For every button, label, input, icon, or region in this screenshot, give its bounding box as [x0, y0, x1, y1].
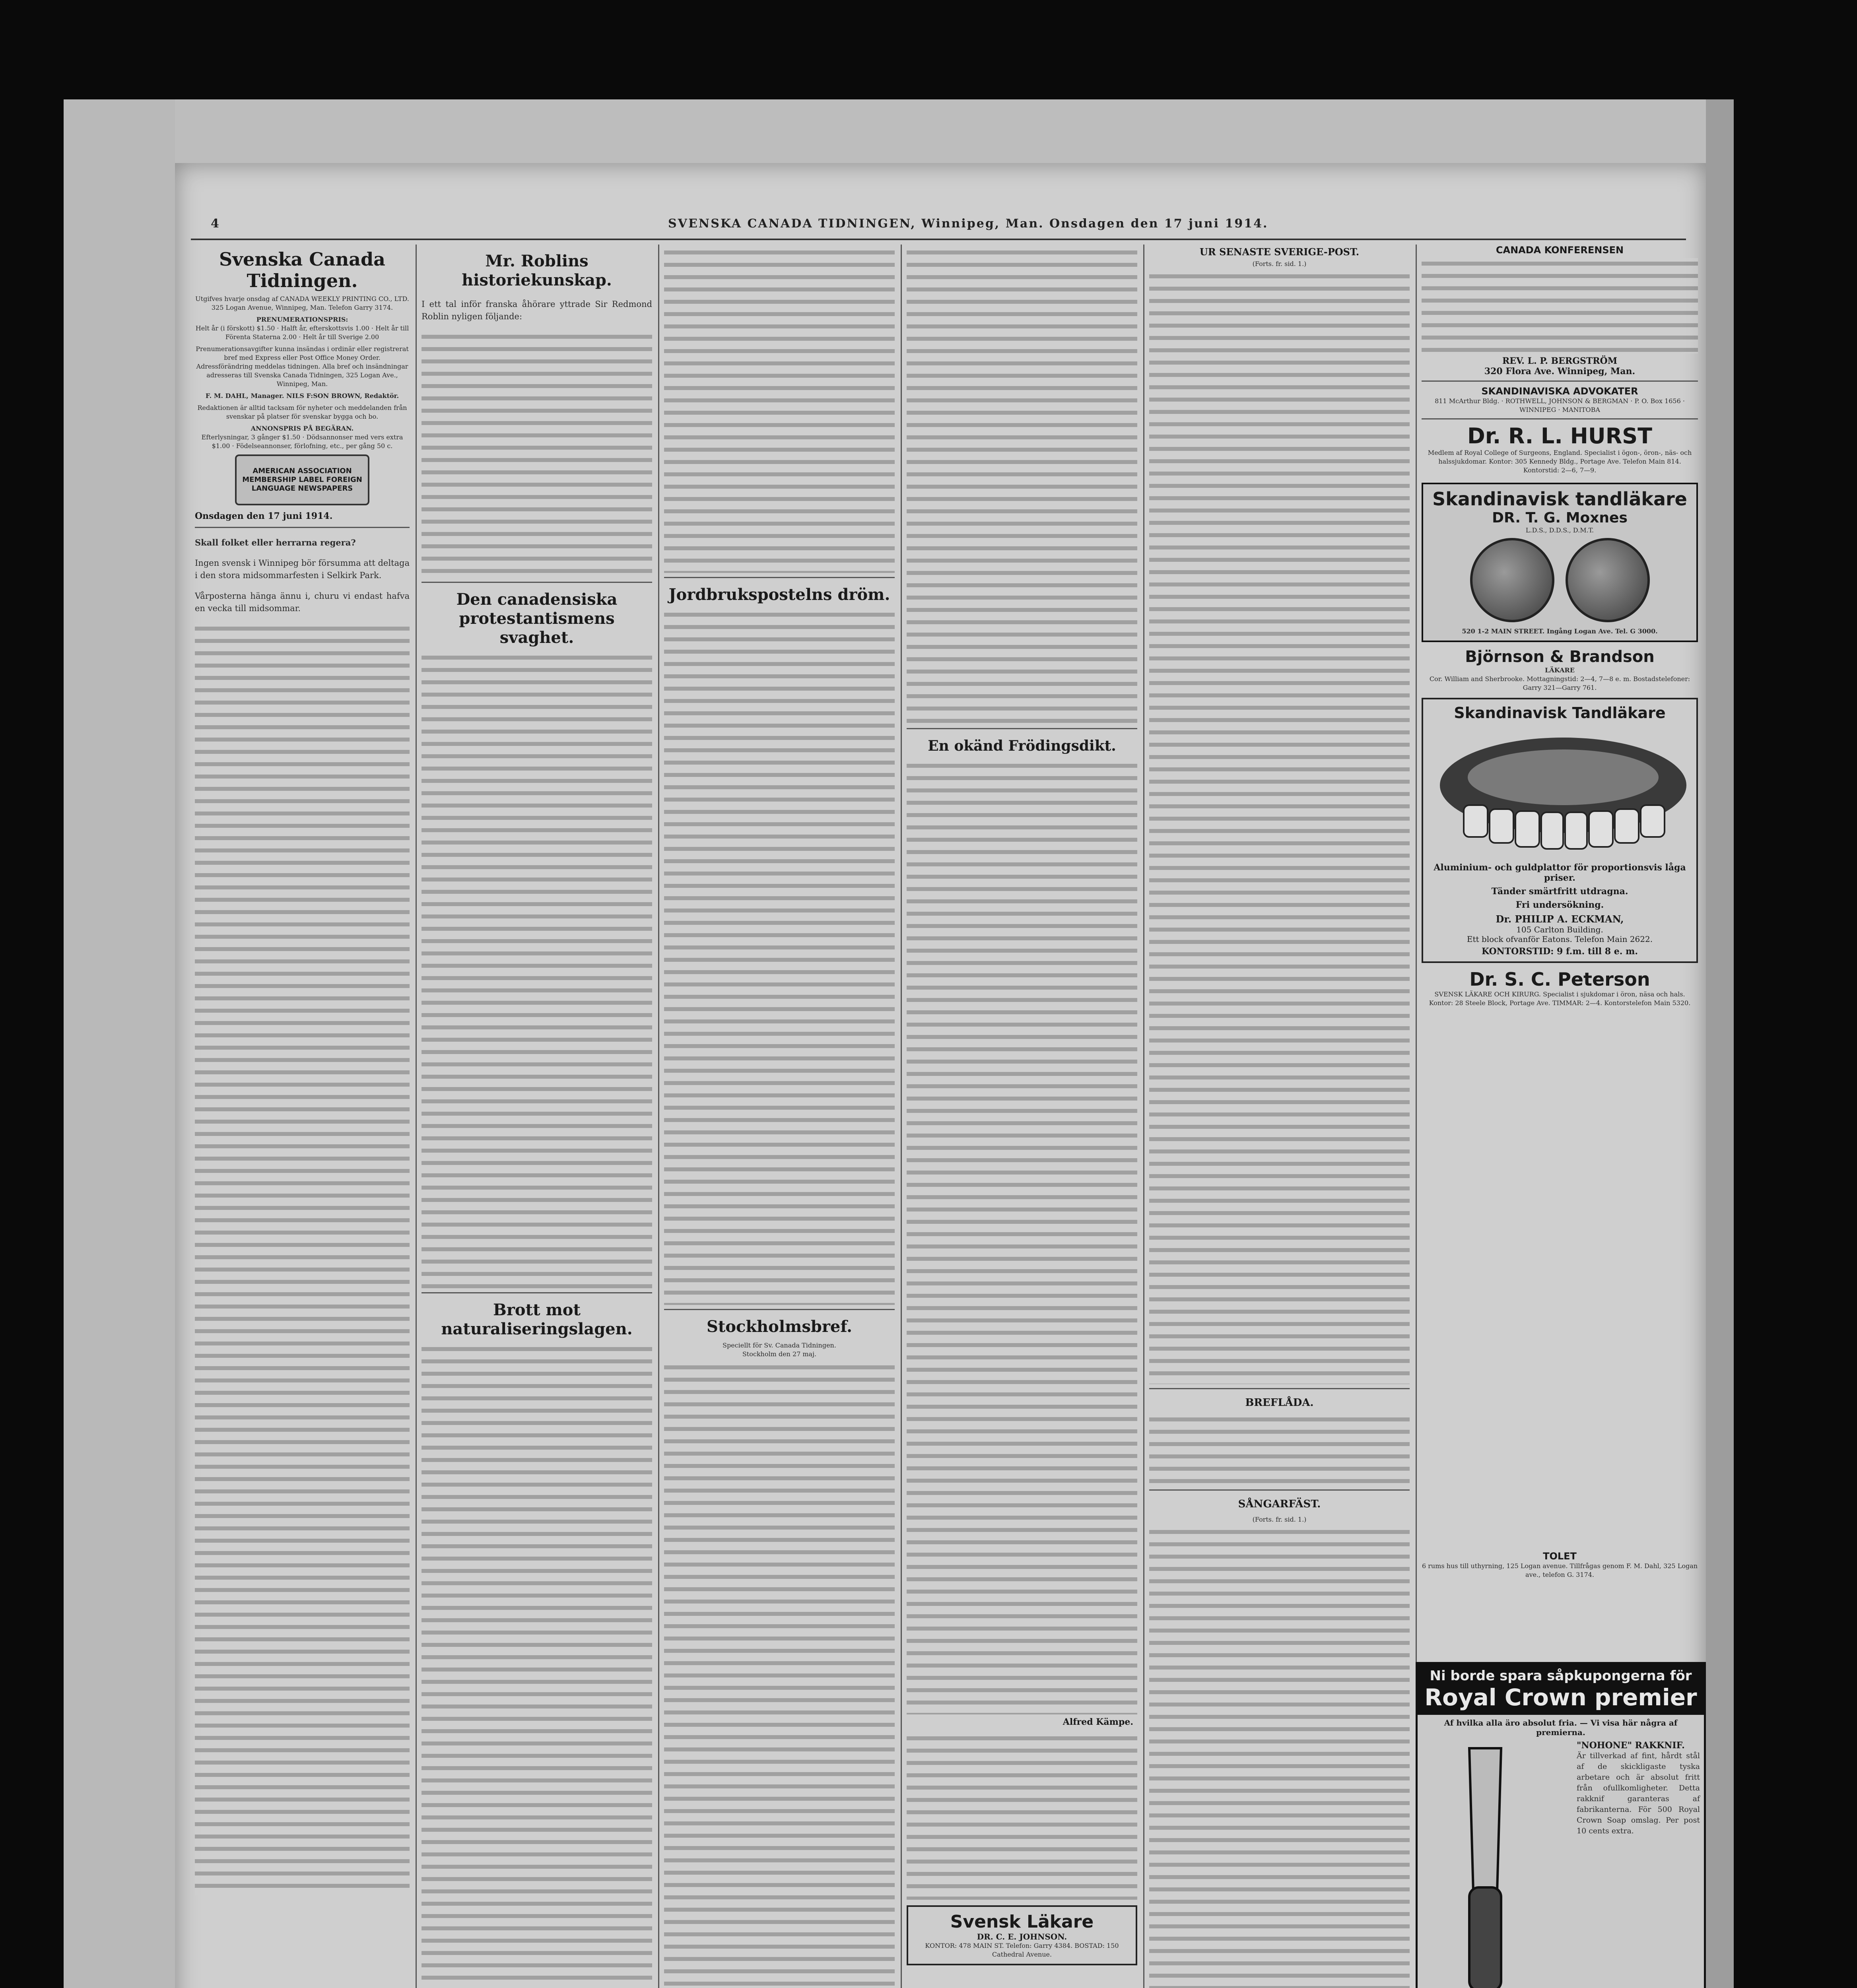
column-5 [1149, 245, 1410, 1988]
article-headline: En okänd Frödingsdikt. [928, 738, 1116, 754]
divider [1422, 418, 1698, 419]
prices-heading: PRENUMERATIONSPRIS: [256, 316, 348, 323]
running-head [191, 217, 1686, 237]
ad-name: DR. T. G. Moxnes [1492, 510, 1628, 526]
body-text-block [664, 247, 895, 573]
association-seal: AMERICAN ASSOCIATION MEMBERSHIP LABEL FOREIGN LANGUAGE NEWSPAPERS [235, 454, 369, 505]
konferens-signature: REV. L. P. BERGSTRÖM [1502, 356, 1618, 366]
editorial-paragraph: Ingen svensk i Winnipeg bör försumma att deltaga i den stora midsommarfesten i Selkirk Park. [195, 558, 410, 580]
staff-line: F. M. DAHL, Manager. NILS F:SON BROWN, Redaktör. [205, 392, 399, 400]
nohone-head: "NOHONE" RAKKNIF. [1577, 1740, 1685, 1751]
ad-title: Skandinavisk tandläkare [1432, 488, 1687, 510]
ad-address: 520 1-2 MAIN STREET. Ingång Logan Ave. Tel. G 3000. [1462, 627, 1658, 635]
ad-svensk-lakare [907, 1905, 1137, 1965]
ad-title: Svensk Läkare [950, 1912, 1094, 1932]
peterson-text: SVENSK LÄKARE OCH KIRURG. Specialist i sjukdomar i öron, näsa och hals. Kontor: 28 Steele Block, Portage Ave. TIMMAR: 2—4. Kontorstelefon Main 5320. [1429, 990, 1691, 1007]
publisher-block: Utgifves hvarje onsdag af CANADA WEEKLY PRINTING CO., LTD. 325 Logan Avenue, Winnipeg, Man. Telefon Garry 3174. [195, 295, 409, 311]
ad-eckman [1422, 698, 1698, 963]
column-4 [907, 245, 1137, 1988]
divider [195, 527, 410, 528]
article-headline: SÅNGARFÄST. [1238, 1498, 1321, 1510]
ad-tolet [1422, 1551, 1698, 1654]
hurst-name: Dr. R. L. HURST [1467, 423, 1653, 448]
konferens-head: CANADA KONFERENSEN [1496, 245, 1624, 256]
divider [1422, 381, 1698, 382]
ad-address: 105 Carlton Building. [1516, 925, 1603, 934]
column-rule [416, 245, 417, 1988]
article-headline: UR SENASTE SVERIGE-POST. [1199, 246, 1360, 258]
editorial-policy: Redaktionen är alltid tacksam för nyheter och meddelanden från svenskar på platser för svenskar bygga och bo. [197, 404, 407, 420]
divider [664, 577, 895, 578]
divider [1149, 1489, 1410, 1491]
editorial-headline: Skall folket eller herrarna regera? [195, 538, 356, 547]
ad-text: Fri undersökning. [1515, 900, 1604, 910]
ad-tagline: Af hvilka alla äro absolut fria. — Vi visa här några af premierna. [1444, 1718, 1678, 1737]
running-title: SVENSKA CANADA TIDNINGEN, Winnipeg, Man. Onsdagen den 17 juni 1914. [668, 217, 1268, 231]
body-text-block [1149, 1526, 1410, 1988]
divider [422, 582, 652, 583]
column-rule [658, 245, 659, 1988]
column-rule [901, 245, 902, 1988]
ad-text: KONTOR: 478 MAIN ST. Telefon: Garry 4384. BOSTAD: 150 Cathedral Avenue. [925, 1942, 1119, 1958]
body-text-block [422, 652, 652, 1288]
issue-date: Onsdagen den 17 juni 1914. [195, 511, 333, 521]
ad-name: Dr. PHILIP A. ECKMAN, [1496, 913, 1624, 925]
editorial-paragraph: Vårposterna hänga ännu i, churu vi endast hafva en vecka till midsommar. [195, 591, 410, 613]
column-6 [1422, 245, 1698, 1549]
bjornson-text: Cor. William and Sherbrooke. Mottagningstid: 2—4, 7—8 e. m. Bostadstelefoner: Garry 321—Garry 761. [1429, 675, 1690, 691]
article-headline: Stockholmsbref. [706, 1317, 853, 1336]
body-text-block [1149, 1414, 1410, 1485]
ad-text: Tänder smärtfritt utdragna. [1491, 886, 1628, 897]
tolet-head: TOLET [1543, 1551, 1577, 1562]
nohone-text: Är tillverkad af fint, hårdt stål af de skickligaste tyska arbetare och är absolut fritt från ofullkomligheter. Detta rakknif garanteras af fabrikanterna. För 500 Royal Crown Soap omslag. Per post 10 cents extra. [1577, 1751, 1700, 1835]
advokater-text: 811 McArthur Bldg. · ROTHWELL, JOHNSON & BERGMAN · P. O. Box 1656 · WINNIPEG · MANITOBA [1435, 397, 1685, 414]
article-subhead: (Forts. fr. sid. 1.) [1252, 260, 1307, 268]
konferens-address: 320 Flora Ave. Winnipeg, Man. [1484, 366, 1636, 377]
ad-name: DR. C. E. JOHNSON. [977, 1932, 1067, 1941]
ads-rates: Efterlysningar, 3 gånger $1.50 · Dödsannonser med vers extra $1.00 · Födelseannonser, förlofning, etc., per gång 50 c. [201, 433, 403, 450]
masthead: Svenska Canada Tidningen. [219, 248, 385, 291]
header-rule [191, 239, 1686, 240]
column-rule [1143, 245, 1144, 1988]
body-text-block [907, 760, 1137, 1714]
bjornson-sub: LÄKARE [1545, 666, 1575, 674]
ad-moxnes [1422, 483, 1698, 642]
advokater-head: SKANDINAVISKA ADVOKATER [1481, 386, 1638, 397]
article-subhead: Speciellt för Sv. Canada Tidningen. [723, 1342, 836, 1349]
film-border-right [1706, 99, 1734, 1988]
article-headline: Jordbrukspostelns dröm. [668, 585, 890, 604]
ad-royal-crown [1416, 1662, 1706, 1988]
divider [422, 1292, 652, 1293]
body-text-block [422, 1343, 652, 1988]
medal-row [1423, 535, 1696, 627]
ad-title: Skandinavisk Tandläkare [1454, 704, 1666, 722]
article-headline: Brott mot naturaliseringslagen. [441, 1301, 633, 1338]
article-subhead: (Forts. fr. sid. 1.) [1252, 1516, 1307, 1523]
prices-list: Helt år (i förskott) $1.50 · Halft år, efterskottsvis 1.00 · Helt år till Förenta Staterna 2.00 · Helt år till Sverige 2.00 [195, 324, 409, 341]
ads-heading: ANNONSPRIS PÅ BEGÄRAN. [251, 425, 354, 432]
article-headline: Mr. Roblins historiekunskap. [462, 252, 612, 289]
film-border-left [64, 99, 175, 1988]
film-border-top [64, 99, 1710, 163]
ad-location: Ett block ofvanför Eatons. Telefon Main 2622. [1467, 934, 1653, 944]
column-3 [664, 245, 895, 1988]
body-text-block [1422, 258, 1698, 353]
ad-banner: Ni borde spara såpkupongerna för [1418, 1664, 1704, 1684]
bjornson-head: Björnson & Brandson [1465, 648, 1655, 666]
medal-icon [1566, 538, 1650, 622]
dateline: Stockholm den 27 maj. [742, 1350, 817, 1358]
body-text-block [664, 609, 895, 1305]
article-headline: BREFLÅDA. [1245, 1397, 1314, 1409]
razor-icon [1422, 1740, 1573, 1988]
body-text-block [907, 247, 1137, 724]
dentures-icon [1428, 726, 1698, 857]
article-signature: Alfred Kämpe. [1063, 1717, 1133, 1727]
ad-hours: KONTORSTID: 9 f.m. till 8 e. m. [1481, 946, 1638, 957]
column-1 [195, 245, 410, 1988]
page-number: 4 [211, 217, 220, 231]
hurst-text: Medlem af Royal College of Surgeons, England. Specialist i ögon-, öron-, näs- och halssjukdomar. Kontor: 305 Kennedy Bldg., Portage Ave. Telefon Main 814. Kontorstid: 2—6, 7—9. [1428, 449, 1692, 474]
article-intro: I ett tal inför franska åhörare yttrade Sir Redmond Roblin nyligen följande: [422, 299, 652, 321]
column-2 [422, 245, 652, 1988]
ad-text: Aluminium- och guldplattor för proportionsvis låga priser. [1434, 862, 1686, 883]
article-headline: Den canadensiska protestantismens svaghet. [456, 590, 618, 647]
medal-icon [1470, 538, 1554, 622]
peterson-name: Dr. S. C. Peterson [1469, 969, 1650, 990]
ad-title: Royal Crown premier [1418, 1684, 1704, 1715]
body-text-block [907, 1733, 1137, 1900]
tolet-text: 6 rums hus till uthyrning, 125 Logan avenue. Tillfrågas genom F. M. Dahl, 325 Logan ave., telefon G. 3174. [1422, 1562, 1698, 1578]
divider [1149, 1388, 1410, 1389]
divider [907, 728, 1137, 729]
divider [664, 1309, 895, 1310]
body-text-block [422, 331, 652, 578]
ad-credentials: L.D.S., D.D.S., D.M.T. [1525, 526, 1594, 534]
subscription-terms: Prenumerationsavgifter kunna insändas i ordinär eller registrerat bref med Express eller Post Office Money Order. Adressförändring meddelas tidningen. Alla bref och insändningar adresseras till Svenska Canada Tidningen, 325 Logan Ave., Winnipeg, Man. [196, 345, 409, 388]
body-text-block [1149, 271, 1410, 1384]
body-text-block [195, 623, 410, 1895]
body-text-block [664, 1362, 895, 1988]
